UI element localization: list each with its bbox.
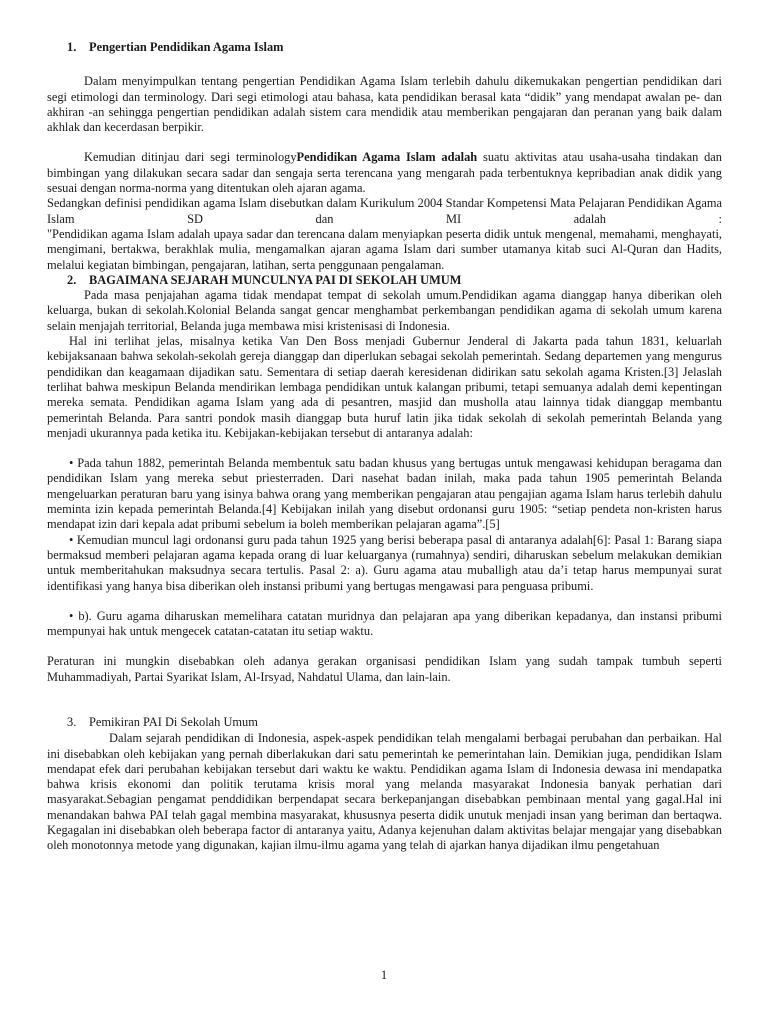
section-3-number: 3.: [67, 714, 77, 729]
section-3-heading: [67, 715, 722, 730]
section-2-paragraph-2: Hal ini terlihat jelas, misalnya ketika Van Den Boss menjadi Gubernur Jenderal di Jakarta pada tahun 1831, keluarlah kebijaksanaan bahwa sekolah-sekolah gereja dianggap dan diperlukan sebagai sekolah pemerintah. Sedang departemen yang mengurus pendidikan dan keagamaan dijadikan satu. Sementara di setiap daerah keresidenan didirikan satu sekolah agama Kristen.[3] Jelaslah terlihat bahwa meskipun Belanda mendirikan lembaga pendidikan untuk kalangan pribumi, tetapi semuanya adalah demi kepentingan mereka semata. Pendidikan agama Islam yang ada di pesantren, masjid dan musholla atau lainnya tidak dianggap membantu pemerintah Belanda. Para santri pondok masih dianggap buta huruf latin jika tidak sekolah di sekolah pemerintah Belanda yang menjadi ukurannya pada ketika itu. Kebijakan-kebijakan tersebut di antaranya adalah:: [47, 334, 722, 440]
section-1-paragraph-2: [47, 150, 722, 196]
bullet-icon: •: [69, 532, 74, 547]
section-1-p2-bold: Pendidikan Agama Islam adalah: [296, 150, 478, 165]
section-2-bullet-3: [47, 609, 722, 640]
section-1-paragraph-3: Sedangkan definisi pendidikan agama Islam disebutkan dalam Kurikulum 2004 Standar Kompetensi Mata Pelajaran Pendidikan Agama Islam SD dan MI adalah :: [47, 196, 722, 226]
page-body: [47, 40, 722, 854]
bullet-2-text: Kemudian muncul lagi ordonansi guru pada tahun 1925 yang berisi beberapa pasal di antaranya adalah[6]: Pasal 1: Barang siapa bermaksud memberi pelajaran agama kepada orang di luar keluarganya (rumahnya) sendiri, diharuskan sebelum melakukan demikian untuk memberitahukan maksudnya secara tertulis. Pasal 2: a). Guru agama atau muballigh atau da’i tetap harus mempunyai surat identifikasi yang hanya bisa diberikan oleh instansi pribumi yang bertugas mengawasi para penguasa pribumi.: [47, 532, 722, 593]
section-1-heading: [67, 40, 722, 55]
section-3-paragraph-1: Dalam sejarah pendidikan di Indonesia, aspek-aspek pendidikan telah mengalami berbagai perubahan dan perbaikan. Hal ini disebabkan oleh kebijakan yang pernah diberlakukan dari satu pemerintah ke pemerintahan lain. Demikian juga, pendidikan Islam mendapat efek dari perubahan kebijakan tersebut dari waktu ke waktu. Pendidikan agama Islam di Indonesia dewasa ini mendapatka bahwa krisis ekonomi dan politik terutama krisis moral yang melanda masyarakat Indonesia banyak perhatian dari masyarakat.Sebagian pengamat penddidikan berpendapat secara berkepanjangan disebabkan pembinaan mental yang gagal.Hal ini menandakan bahwa PAI telah gagal membina masyarakat, khususnya peserta didik unutuk menjadi insan yang beriman dan bertaqwa. Kegagalan ini disebabkan oleh beberapa factor di antaranya yaitu, Adanya kejenuhan dalam aktivitas belajar mengajar yang disebabkan oleh monotonnya metode yang digunakan, kajian ilmu-ilmu agama yang telah di ajarkan hanya dijadikan ilmu pengetahuan: [47, 731, 722, 853]
section-1-title: Pengertian Pendidikan Agama Islam: [89, 40, 284, 54]
section-1-paragraph-1: Dalam menyimpulkan tentang pengertian Pendidikan Agama Islam terlebih dahulu dikemukakan pengertian pendidikan dari segi etimologi dan terminology. Dari segi etimologi atau bahasa, kata pendidikan berasal kata “didik” yang mendapat awalan pe- dan akhiran -an sehingga pengertian pendidikan adalah sistem cara mendidik atau memberikan pengajaran dan peranan yang baik dalam akhlak dan kecerdasan berpikir.: [47, 74, 722, 135]
section-1-p2-text-pre: Kemudian ditinjau dari segi terminology: [84, 150, 297, 165]
section-2-number: 2.: [67, 272, 77, 287]
section-2-paragraph-3: Peraturan ini mungkin disebabkan oleh adanya gerakan organisasi pendidikan Islam yang sudah tampak tumbuh seperti Muhammadiyah, Partai Syarikat Islam, Al-Irsyad, Nahdatul Ulama, dan lain-lain.: [47, 654, 722, 684]
section-3-title: Pemikiran PAI Di Sekolah Umum: [89, 714, 258, 729]
section-2-paragraph-1: Pada masa penjajahan agama tidak mendapat tempat di sekolah umum.Pendidikan agama dianggap hanya diberikan oleh keluarga, bukan di sekolah.Kolonial Belanda sangat gencar menghambat perkembangan pendidikan agama di sekolah umum karena selain menjajah territorial, Belanda juga membawa misi kristenisasi di Indonesia.: [47, 288, 722, 333]
section-1-number: 1.: [67, 40, 77, 54]
bullet-icon: •: [69, 608, 74, 623]
page-number: 1: [380, 968, 388, 982]
section-2-heading: [47, 273, 722, 288]
bullet-3-text: b). Guru agama diharuskan memelihara catatan muridnya dan pelajaran apa yang diberikan kepadanya, dan instansi pribumi mempunyai hak untuk mengecek catatan-catatan itu setiap waktu.: [47, 608, 722, 639]
bullet-1-text: Pada tahun 1882, pemerintah Belanda membentuk satu badan khusus yang bertugas untuk mengawasi kehidupan beragama dan pendidikan Islam yang mereka sebut priesterraden. Dari nasehat badan inilah, maka pada tahun 1905 pemerintah Belanda mengeluarkan peraturan baru yang isinya bahwa orang yang memberikan pengajaran atau pengajian agama Islam harus terlebih dahulu meminta izin kepada pemerintah Belanda.[4] Kebijakan inilah yang disebut ordonansi guru 1905: “setiap pendeta non-kristen harus mendapat izin dari kepala adat pribumi sebelum ia boleh memberikan pelajaran agama”.[5]: [47, 456, 722, 532]
section-2-bullet-2: [47, 533, 722, 594]
bullet-icon: •: [69, 456, 74, 471]
section-1-quote: "Pendidikan agama Islam adalah upaya sadar dan terencana dalam menyiapkan peserta didik untuk mengenal, memahami, menghayati, mengimani, bertakwa, berakhlak mulia, mengamalkan ajaran agama Islam dari sumber utamanya kitab suci Al-Quran dan Hadits, melalui kegiatan bimbingan, pengajaran, latihan, serta penggunaan pengalaman.: [47, 226, 722, 272]
section-2-bullet-1: [47, 456, 722, 532]
section-1-p2-text-post: suatu aktivitas atau usaha-usaha tindakan dan bimbingan yang dilakukan secara sadar dan sengaja serta terencana yang mengarah pada terbentuknya kepribadian anak didik yang sesuai dengan norma-norma yang ditentukan oleh ajaran agama.: [47, 150, 723, 196]
section-2-title: BAGAIMANA SEJARAH MUNCULNYA PAI DI SEKOLAH UMUM: [89, 272, 462, 287]
